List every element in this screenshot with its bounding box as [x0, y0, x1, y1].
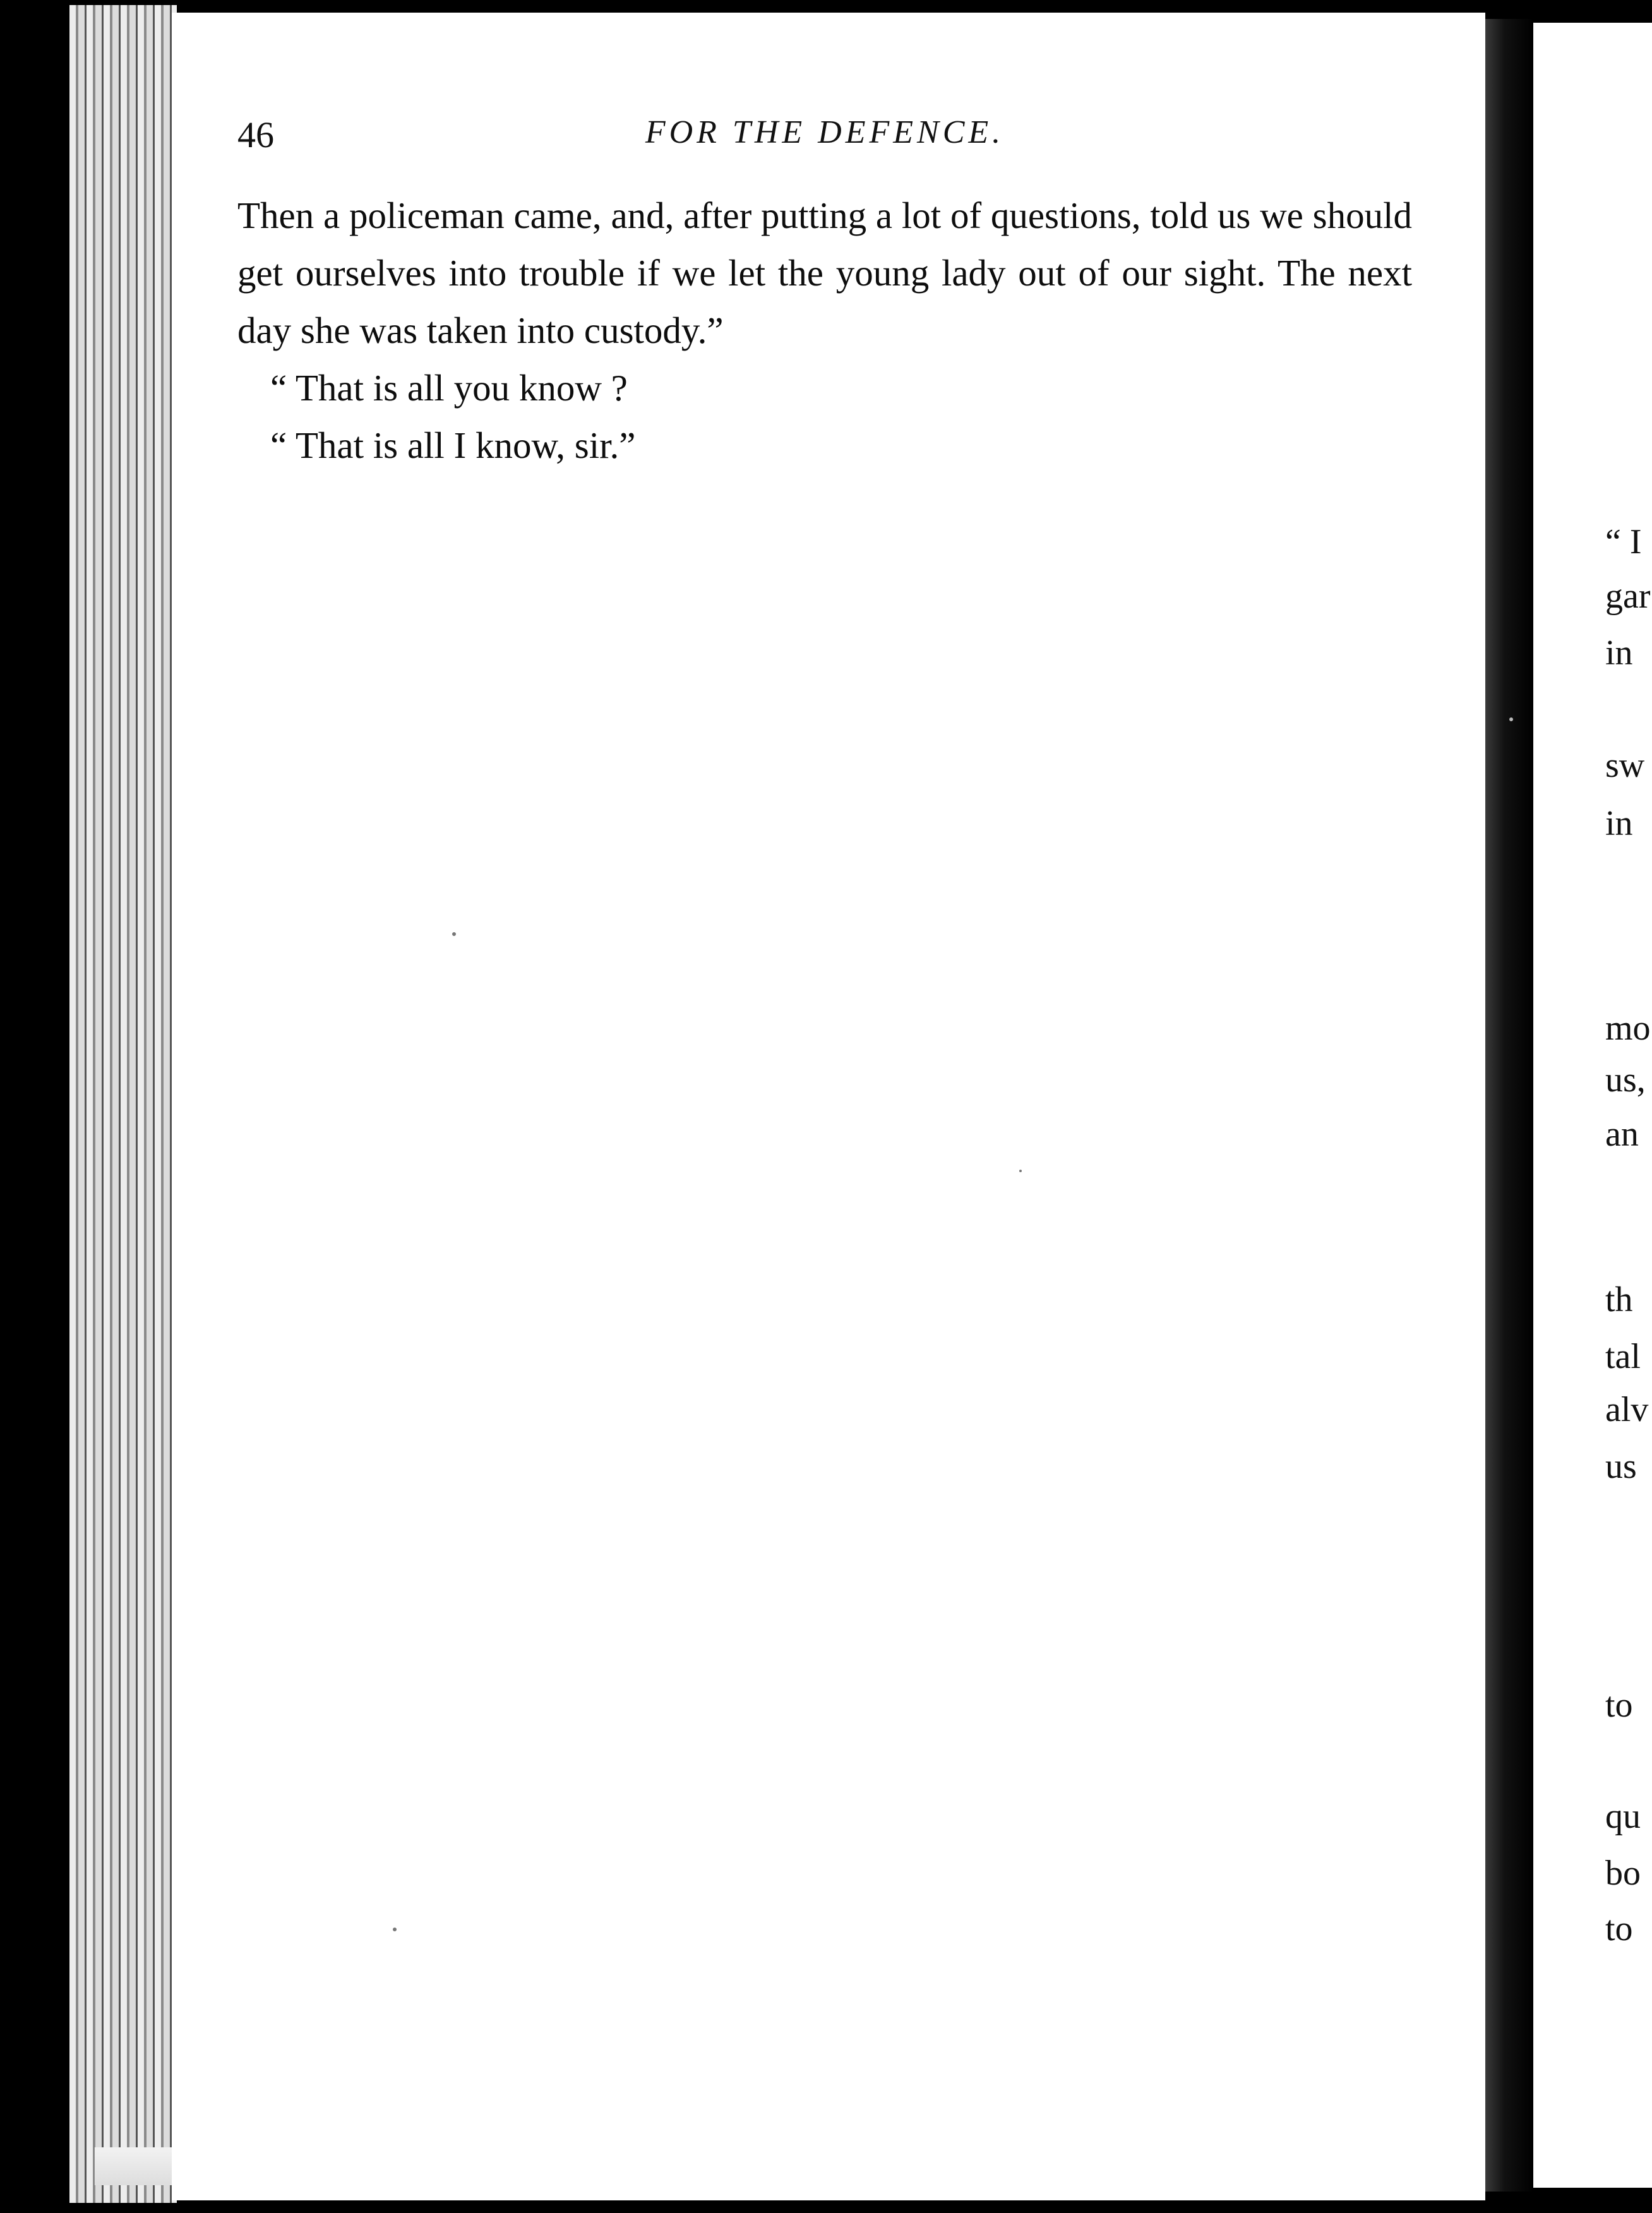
scan-background: [0, 0, 69, 2213]
facing-line-fragment: th: [1605, 1280, 1633, 1319]
paragraph: “ That is all I know, sir.”: [270, 424, 636, 466]
facing-line-fragment: in: [1605, 804, 1633, 843]
body-text: [237, 187, 1412, 474]
paragraph: “ That is all you know ?: [270, 367, 628, 409]
facing-line-fragment: tal: [1605, 1337, 1641, 1376]
book-page-edges: [69, 5, 177, 2203]
facing-line-fragment: alv: [1605, 1390, 1649, 1429]
facing-line-fragment: sw: [1605, 746, 1645, 785]
facing-line-fragment: “ I: [1605, 522, 1642, 561]
paper-speck: [1509, 717, 1513, 721]
running-title: FOR THE DEFENCE.: [645, 114, 1005, 150]
facing-line-fragment: to: [1605, 1686, 1633, 1725]
paper-speck: [393, 1928, 397, 1931]
facing-line-fragment: an: [1605, 1115, 1639, 1154]
paper-speck: [1019, 1170, 1022, 1172]
running-head: [237, 114, 1412, 164]
facing-line-fragment: mo: [1605, 1009, 1651, 1048]
facing-line-fragment: us,: [1605, 1060, 1646, 1100]
paper-speck: [452, 932, 456, 936]
paragraph: Then a policeman came, and, after putting a lot of questions, told us we should get ourselves into trouble if we let the young lady out of our sight. The next day she was taken into custody.”: [237, 195, 1412, 351]
facing-page-text: [1533, 23, 1652, 2188]
facing-line-fragment: in: [1605, 633, 1633, 673]
book-gutter: [1485, 19, 1533, 2192]
facing-line-fragment: us: [1605, 1447, 1637, 1486]
facing-line-fragment: bo: [1605, 1854, 1641, 1893]
facing-line-fragment: gar: [1605, 577, 1651, 616]
page-number: 46: [237, 114, 274, 155]
facing-line-fragment: to: [1605, 1909, 1633, 1948]
facing-line-fragment: qu: [1605, 1797, 1641, 1836]
